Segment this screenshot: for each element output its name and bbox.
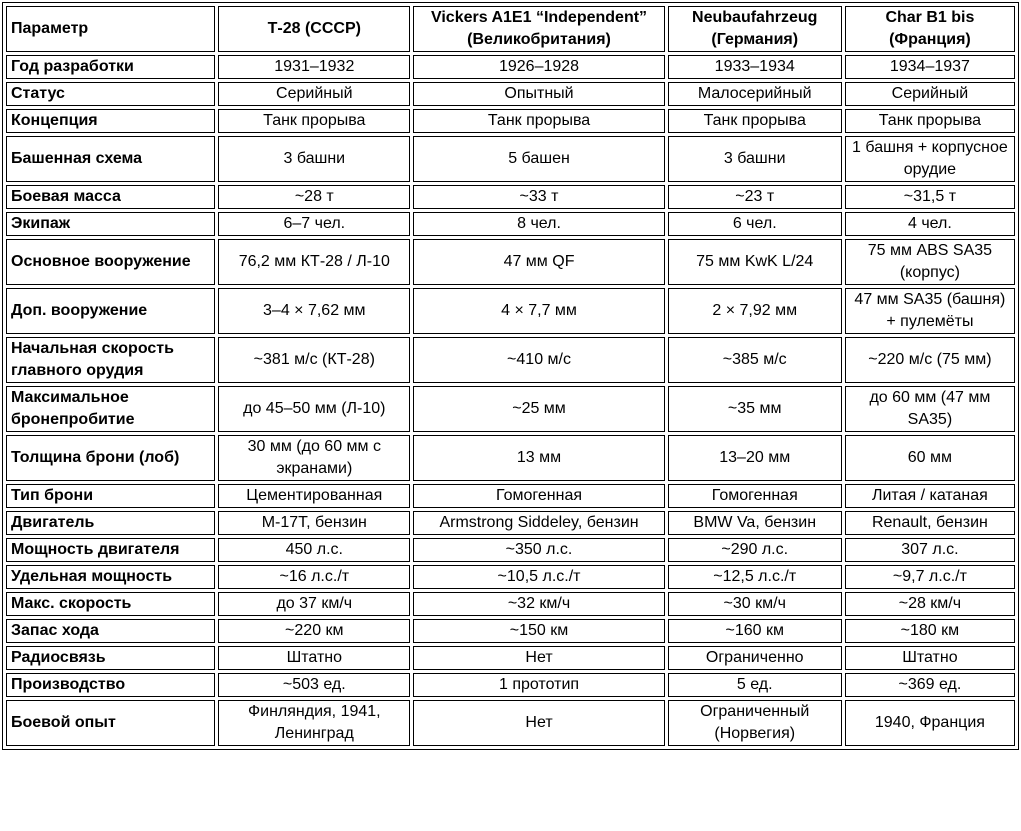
table-row <box>6 185 1015 209</box>
header-t28: Т-28 (СССР) <box>218 6 410 52</box>
cell-neubaufahrzeug: ~290 л.с. <box>668 538 842 562</box>
table-row <box>6 646 1015 670</box>
cell-t28: Финляндия, 1941, Ленинград <box>218 700 410 746</box>
row-label: Удельная мощность <box>6 565 215 589</box>
cell-vickers: ~350 л.с. <box>413 538 664 562</box>
cell-neubaufahrzeug: 13–20 мм <box>668 435 842 481</box>
table-row <box>6 136 1015 182</box>
table-row <box>6 55 1015 79</box>
cell-neubaufahrzeug: Ограниченно <box>668 646 842 670</box>
cell-neubaufahrzeug: Танк прорыва <box>668 109 842 133</box>
row-label: Боевой опыт <box>6 700 215 746</box>
cell-vickers: ~10,5 л.с./т <box>413 565 664 589</box>
cell-char-b1: до 60 мм (47 мм SA35) <box>845 386 1015 432</box>
cell-neubaufahrzeug: Ограниченный (Норвегия) <box>668 700 842 746</box>
cell-vickers: 5 башен <box>413 136 664 182</box>
cell-t28: Серийный <box>218 82 410 106</box>
cell-char-b1: 1 башня + корпусное орудие <box>845 136 1015 182</box>
table-row <box>6 484 1015 508</box>
cell-neubaufahrzeug: ~35 мм <box>668 386 842 432</box>
cell-vickers: 4 × 7,7 мм <box>413 288 664 334</box>
cell-char-b1: ~369 ед. <box>845 673 1015 697</box>
cell-vickers: ~25 мм <box>413 386 664 432</box>
row-label: Двигатель <box>6 511 215 535</box>
cell-neubaufahrzeug: 3 башни <box>668 136 842 182</box>
cell-char-b1: ~180 км <box>845 619 1015 643</box>
header-neubaufahrzeug: Neubaufahrzeug (Германия) <box>668 6 842 52</box>
cell-vickers: ~32 км/ч <box>413 592 664 616</box>
cell-neubaufahrzeug: ~385 м/с <box>668 337 842 383</box>
cell-neubaufahrzeug: 5 ед. <box>668 673 842 697</box>
header-char-b1: Char B1 bis (Франция) <box>845 6 1015 52</box>
table-row <box>6 212 1015 236</box>
cell-char-b1: Литая / катаная <box>845 484 1015 508</box>
header-vickers: Vickers A1E1 “Independent” (Великобритания) <box>413 6 664 52</box>
row-label: Радиосвязь <box>6 646 215 670</box>
cell-t28: Штатно <box>218 646 410 670</box>
cell-t28: до 45–50 мм (Л-10) <box>218 386 410 432</box>
table-row <box>6 239 1015 285</box>
row-label: Производство <box>6 673 215 697</box>
cell-char-b1: ~220 м/с (75 мм) <box>845 337 1015 383</box>
cell-vickers: 8 чел. <box>413 212 664 236</box>
row-label: Макс. скорость <box>6 592 215 616</box>
cell-neubaufahrzeug: Малосерийный <box>668 82 842 106</box>
row-label: Запас хода <box>6 619 215 643</box>
table-row <box>6 511 1015 535</box>
table-row <box>6 288 1015 334</box>
cell-char-b1: 307 л.с. <box>845 538 1015 562</box>
row-label: Концепция <box>6 109 215 133</box>
row-label: Доп. вооружение <box>6 288 215 334</box>
cell-neubaufahrzeug: BMW Va, бензин <box>668 511 842 535</box>
table-row <box>6 82 1015 106</box>
cell-vickers: ~410 м/с <box>413 337 664 383</box>
cell-t28: ~28 т <box>218 185 410 209</box>
cell-char-b1: 60 мм <box>845 435 1015 481</box>
row-label: Боевая масса <box>6 185 215 209</box>
row-label: Толщина брони (лоб) <box>6 435 215 481</box>
cell-neubaufahrzeug: 6 чел. <box>668 212 842 236</box>
row-label: Год разработки <box>6 55 215 79</box>
cell-char-b1: 4 чел. <box>845 212 1015 236</box>
cell-t28: ~381 м/с (КТ-28) <box>218 337 410 383</box>
row-label: Экипаж <box>6 212 215 236</box>
cell-neubaufahrzeug: 2 × 7,92 мм <box>668 288 842 334</box>
cell-neubaufahrzeug: ~30 км/ч <box>668 592 842 616</box>
cell-neubaufahrzeug: ~160 км <box>668 619 842 643</box>
cell-neubaufahrzeug: 75 мм KwK L/24 <box>668 239 842 285</box>
table-row <box>6 337 1015 383</box>
table-row <box>6 109 1015 133</box>
cell-char-b1: Renault, бензин <box>845 511 1015 535</box>
cell-char-b1: Штатно <box>845 646 1015 670</box>
cell-vickers: Гомогенная <box>413 484 664 508</box>
cell-vickers: ~150 км <box>413 619 664 643</box>
table-row <box>6 386 1015 432</box>
table-row <box>6 565 1015 589</box>
cell-t28: 3 башни <box>218 136 410 182</box>
table-row <box>6 592 1015 616</box>
cell-t28: 30 мм (до 60 мм с экранами) <box>218 435 410 481</box>
cell-t28: ~220 км <box>218 619 410 643</box>
cell-char-b1: ~9,7 л.с./т <box>845 565 1015 589</box>
cell-t28: ~16 л.с./т <box>218 565 410 589</box>
cell-t28: 76,2 мм КТ-28 / Л-10 <box>218 239 410 285</box>
cell-vickers: 13 мм <box>413 435 664 481</box>
cell-neubaufahrzeug: 1933–1934 <box>668 55 842 79</box>
row-label: Максимальное бронепробитие <box>6 386 215 432</box>
cell-t28: ~503 ед. <box>218 673 410 697</box>
cell-vickers: Опытный <box>413 82 664 106</box>
cell-vickers: Нет <box>413 646 664 670</box>
row-label: Начальная скорость главного орудия <box>6 337 215 383</box>
cell-vickers: Танк прорыва <box>413 109 664 133</box>
table-row <box>6 538 1015 562</box>
cell-t28: М-17Т, бензин <box>218 511 410 535</box>
cell-neubaufahrzeug: Гомогенная <box>668 484 842 508</box>
table-row <box>6 673 1015 697</box>
cell-t28: 6–7 чел. <box>218 212 410 236</box>
cell-char-b1: 1940, Франция <box>845 700 1015 746</box>
cell-char-b1: 1934–1937 <box>845 55 1015 79</box>
table-row <box>6 435 1015 481</box>
header-row <box>6 6 1015 52</box>
cell-vickers: Armstrong Siddeley, бензин <box>413 511 664 535</box>
cell-t28: 3–4 × 7,62 мм <box>218 288 410 334</box>
comparison-table <box>2 2 1019 750</box>
cell-t28: до 37 км/ч <box>218 592 410 616</box>
cell-neubaufahrzeug: ~23 т <box>668 185 842 209</box>
row-label: Основное вооружение <box>6 239 215 285</box>
table-row <box>6 700 1015 746</box>
cell-t28: 450 л.с. <box>218 538 410 562</box>
cell-char-b1: ~31,5 т <box>845 185 1015 209</box>
cell-vickers: ~33 т <box>413 185 664 209</box>
cell-neubaufahrzeug: ~12,5 л.с./т <box>668 565 842 589</box>
cell-t28: 1931–1932 <box>218 55 410 79</box>
table-row <box>6 619 1015 643</box>
cell-t28: Цементированная <box>218 484 410 508</box>
row-label: Мощность двигателя <box>6 538 215 562</box>
cell-char-b1: Танк прорыва <box>845 109 1015 133</box>
cell-vickers: 1926–1928 <box>413 55 664 79</box>
cell-char-b1: 47 мм SA35 (башня) + пулемёты <box>845 288 1015 334</box>
row-label: Башенная схема <box>6 136 215 182</box>
cell-char-b1: 75 мм ABS SA35 (корпус) <box>845 239 1015 285</box>
cell-vickers: 47 мм QF <box>413 239 664 285</box>
cell-char-b1: Серийный <box>845 82 1015 106</box>
cell-t28: Танк прорыва <box>218 109 410 133</box>
row-label: Тип брони <box>6 484 215 508</box>
header-parameter: Параметр <box>6 6 215 52</box>
cell-vickers: Нет <box>413 700 664 746</box>
cell-vickers: 1 прототип <box>413 673 664 697</box>
cell-char-b1: ~28 км/ч <box>845 592 1015 616</box>
row-label: Статус <box>6 82 215 106</box>
